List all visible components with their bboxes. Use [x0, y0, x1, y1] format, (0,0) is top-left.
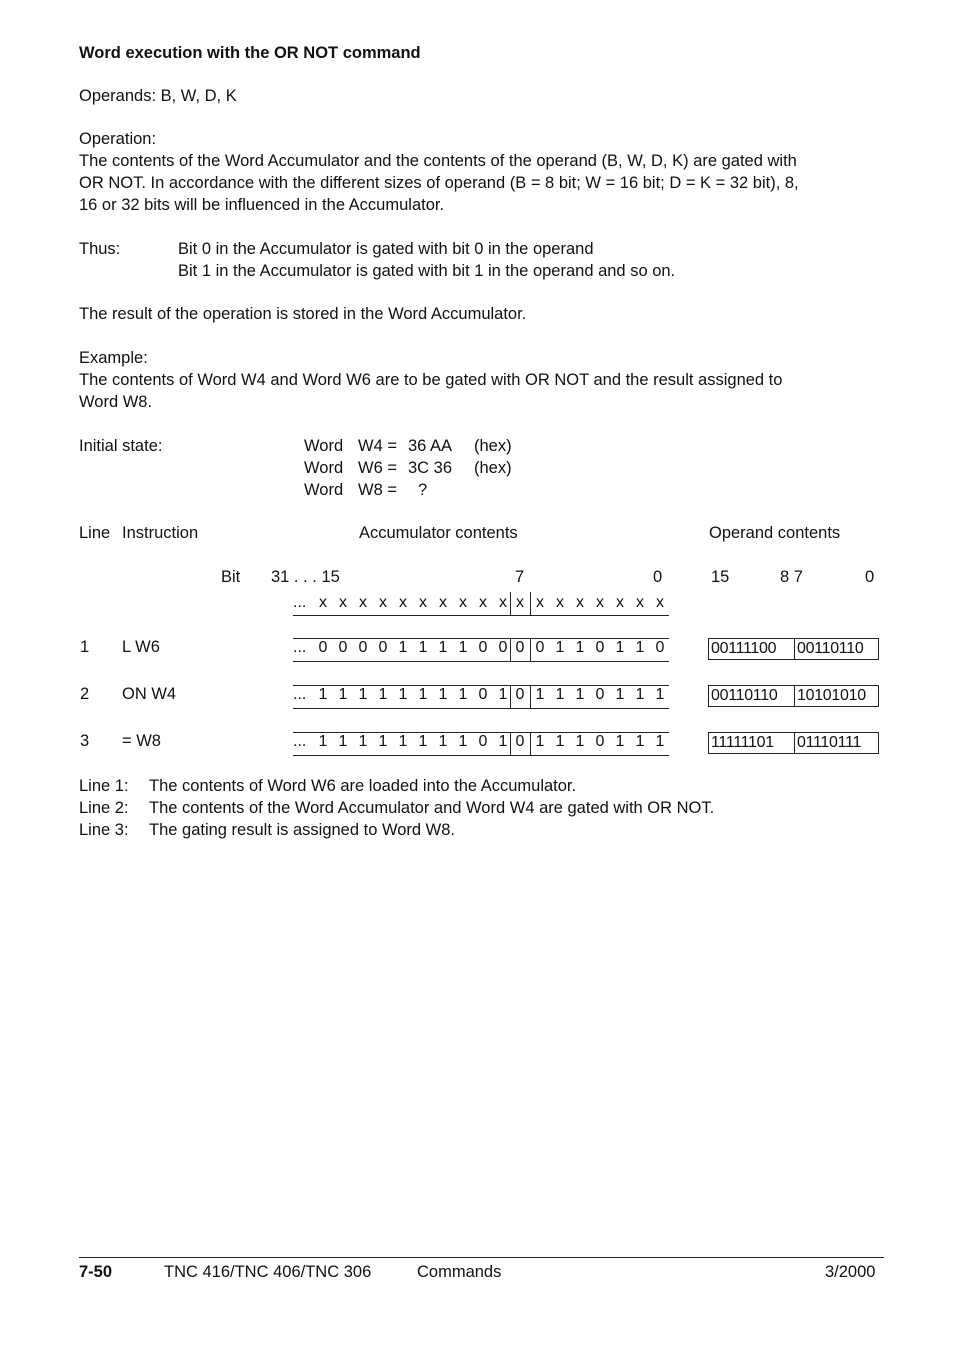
word-keyword: Word — [304, 459, 344, 477]
word-name: W8 = — [358, 481, 397, 499]
header-instruction: Instruction — [122, 524, 199, 542]
row-instruction: L W6 — [122, 638, 160, 656]
bit-cell: 0 — [535, 639, 545, 656]
word-keyword: Word — [304, 481, 344, 499]
bit-acc-mid: 7 — [515, 568, 525, 586]
operand-high-byte: 00111100 — [711, 640, 777, 657]
accumulator-bits — [293, 731, 669, 753]
bit-cell: x — [536, 594, 544, 611]
bit-cell: 1 — [655, 686, 665, 703]
accumulator-template-row — [293, 592, 669, 614]
header-line: Line — [79, 524, 111, 542]
bit-cell: 1 — [418, 639, 428, 656]
word-unit: (hex) — [474, 459, 512, 477]
bit-cell: 1 — [535, 686, 545, 703]
bit-cell: x — [499, 594, 507, 611]
bit-cell: 0 — [595, 733, 605, 750]
operation-text-line: OR NOT. In accordance with the different sizes of operand (B = 8 bit; W = 16 bit; D = K = 32 bit), 8, — [79, 174, 799, 192]
word-name: W4 = — [358, 437, 397, 455]
word-value: 36 AA — [408, 437, 453, 455]
bits-ellipsis: ... — [293, 733, 307, 750]
example-text-line: Word W8. — [79, 393, 153, 411]
operation-text-line: 16 or 32 bits will be influenced in the Accumulator. — [79, 196, 445, 214]
bit-cell: 1 — [378, 733, 388, 750]
bit-cell: 0 — [498, 639, 508, 656]
operation-text-line: The contents of the Word Accumulator and the contents of the operand (B, W, D, K) are gated with — [79, 152, 797, 170]
row-line-number: 3 — [80, 732, 90, 750]
word-unit: (hex) — [474, 437, 512, 455]
bit-cell: 1 — [438, 733, 448, 750]
note-text: The gating result is assigned to Word W8. — [149, 821, 456, 839]
bit-cell: x — [439, 594, 447, 611]
bit-cell: 1 — [398, 733, 408, 750]
bit-cell: 0 — [595, 686, 605, 703]
bit-cell: 1 — [615, 733, 625, 750]
bit-cell-7: 0 — [515, 733, 525, 750]
header-operand: Operand contents — [709, 524, 841, 542]
bit-cell: 0 — [478, 686, 488, 703]
bit-op-mid: 8 7 — [780, 568, 803, 586]
word-value: ? — [418, 481, 428, 499]
bits-ellipsis: ... — [293, 594, 307, 611]
operand-box — [708, 732, 879, 754]
operand-high-byte: 11111101 — [711, 734, 774, 751]
bit-cell: x — [399, 594, 407, 611]
bit-label: Bit — [221, 568, 241, 586]
bit-cell: x — [616, 594, 624, 611]
accumulator-bits — [293, 637, 669, 659]
footer-product: TNC 416/TNC 406/TNC 306 — [164, 1263, 372, 1281]
example-text-line: The contents of Word W4 and Word W6 are to be gated with OR NOT and the result assigned to — [79, 371, 783, 389]
bit-cell: 0 — [338, 639, 348, 656]
bit-acc-left: 31 . . . 15 — [271, 568, 340, 586]
bit-cell: 1 — [555, 733, 565, 750]
bit-cell: 0 — [478, 733, 488, 750]
thus-text-line: Bit 1 in the Accumulator is gated with bit 1 in the operand and so on. — [178, 262, 676, 280]
section-heading: Word execution with the OR NOT command — [79, 44, 421, 62]
bits-ellipsis: ... — [293, 686, 307, 703]
bit-cell: 1 — [615, 639, 625, 656]
bit-op-left: 15 — [711, 568, 730, 586]
bit-cell: 1 — [498, 686, 508, 703]
bit-cell: 1 — [635, 733, 645, 750]
bits-ellipsis: ... — [293, 639, 307, 656]
bit-cell: 1 — [615, 686, 625, 703]
bit-cell: 1 — [575, 639, 585, 656]
bit-acc-right: 0 — [653, 568, 663, 586]
bit-cell: 1 — [575, 686, 585, 703]
bit-cell: 1 — [358, 686, 368, 703]
footer-rule — [79, 1257, 884, 1258]
note-text: The contents of Word W6 are loaded into the Accumulator. — [149, 777, 577, 795]
operand-low-byte: 10101010 — [797, 687, 866, 704]
bit-cell: 1 — [555, 639, 565, 656]
bit-cell: 0 — [655, 639, 665, 656]
note-label: Line 1: — [79, 777, 129, 795]
bit-cell: 1 — [458, 686, 468, 703]
bit-cell: x — [656, 594, 664, 611]
example-label: Example: — [79, 349, 148, 367]
bit-cell: 1 — [358, 733, 368, 750]
bit-cell: x — [319, 594, 327, 611]
bit-cell: 1 — [438, 639, 448, 656]
operation-label: Operation: — [79, 130, 157, 148]
bit-cell: 1 — [338, 733, 348, 750]
bit-cell: 1 — [655, 733, 665, 750]
bit-cell: x — [459, 594, 467, 611]
bit-cell: 1 — [398, 639, 408, 656]
bit-cell-7: 0 — [515, 639, 525, 656]
accumulator-bits — [293, 684, 669, 706]
row-line-number: 2 — [80, 685, 90, 703]
bit-cell: 1 — [575, 733, 585, 750]
bit-cell: 1 — [438, 686, 448, 703]
operand-low-byte: 01110111 — [797, 734, 862, 751]
word-name: W6 = — [358, 459, 397, 477]
footer-page-number: 7-50 — [79, 1263, 113, 1281]
bit-cell: 1 — [555, 686, 565, 703]
header-accumulator: Accumulator contents — [359, 524, 518, 542]
bit-cell: x — [379, 594, 387, 611]
bit-op-right: 0 — [865, 568, 875, 586]
bit-cell: 1 — [398, 686, 408, 703]
bit-cell: 1 — [418, 686, 428, 703]
bit-cell: 1 — [418, 733, 428, 750]
bit-cell: 1 — [378, 686, 388, 703]
bit-cell: x — [576, 594, 584, 611]
bit-cell: 0 — [595, 639, 605, 656]
row-line-number: 1 — [80, 638, 90, 656]
footer-section: Commands — [417, 1263, 502, 1281]
bit-cell: 1 — [318, 733, 328, 750]
operand-box — [708, 638, 879, 660]
bit-cell-7: 0 — [515, 686, 525, 703]
bit-cell: 0 — [358, 639, 368, 656]
thus-text-line: Bit 0 in the Accumulator is gated with bit 0 in the operand — [178, 240, 594, 258]
bit-cell: 1 — [458, 639, 468, 656]
word-value: 3C 36 — [408, 459, 453, 477]
bit-cell: x — [479, 594, 487, 611]
bit-cell: 0 — [478, 639, 488, 656]
operand-high-byte: 00110110 — [711, 687, 778, 704]
note-label: Line 2: — [79, 799, 129, 817]
result-text: The result of the operation is stored in the Word Accumulator. — [79, 305, 527, 323]
bit-cell: x — [339, 594, 347, 611]
operands-line: Operands: B, W, D, K — [79, 87, 237, 105]
initial-state-label: Initial state: — [79, 437, 163, 455]
row-instruction: = W8 — [122, 732, 161, 750]
bit-cell: 0 — [318, 639, 328, 656]
bit-cell: x — [636, 594, 644, 611]
bit-cell: 1 — [318, 686, 328, 703]
bit-cell: 0 — [378, 639, 388, 656]
word-keyword: Word — [304, 437, 344, 455]
bit-cell: x — [359, 594, 367, 611]
bit-cell: 1 — [635, 639, 645, 656]
operand-low-byte: 00110110 — [797, 640, 864, 657]
row-instruction: ON W4 — [122, 685, 177, 703]
thus-label: Thus: — [79, 240, 121, 258]
bit-cell: 1 — [458, 733, 468, 750]
bit-cell: 1 — [635, 686, 645, 703]
operand-box — [708, 685, 879, 707]
footer-date: 3/2000 — [825, 1263, 876, 1281]
note-label: Line 3: — [79, 821, 129, 839]
bit-cell: x — [419, 594, 427, 611]
bit-cell: 1 — [498, 733, 508, 750]
bit-cell-7: x — [516, 594, 524, 611]
bit-cell: 1 — [535, 733, 545, 750]
bit-cell: 1 — [338, 686, 348, 703]
note-text: The contents of the Word Accumulator and Word W4 are gated with OR NOT. — [149, 799, 715, 817]
bit-cell: x — [556, 594, 564, 611]
bit-cell: x — [596, 594, 604, 611]
